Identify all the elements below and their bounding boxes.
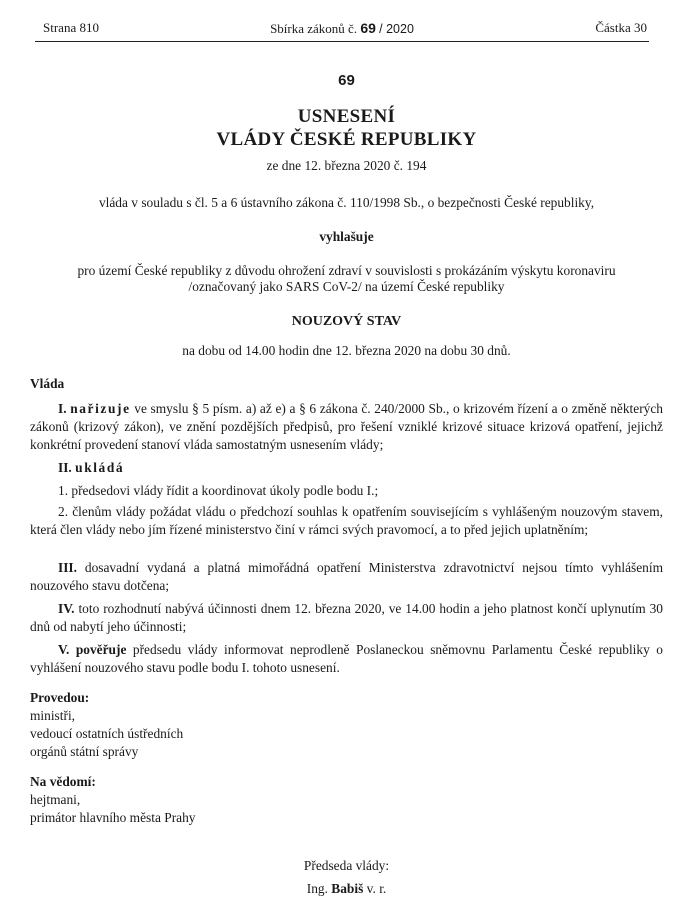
collection-reference — [35, 19, 649, 38]
executed-by-line: ministři, — [30, 708, 76, 723]
item-numeral: II. — [58, 460, 72, 475]
item-text: dosavadní vydaná a platná mimořádná opatření Ministerstva zdravotnictví nejsou tímto vyhlášením nouzového stavu dotčena; — [30, 560, 663, 593]
territory-line-1: pro území České republiky z důvodu ohrožení zdraví v souvislosti s prokázáním výskytu koronaviru — [77, 263, 616, 278]
signatory-surname: Babiš — [331, 881, 364, 896]
document-number: 69 — [338, 72, 355, 89]
territory-line-2: /označovaný jako SARS CoV-2/ na území České republiky — [188, 279, 505, 294]
part-number: Částka 30 — [595, 20, 647, 35]
resolution-item-5 — [30, 641, 663, 677]
document-title: USNESENÍ — [297, 106, 396, 127]
signature-name — [30, 880, 663, 898]
resolution-item-2-sub-1: 1. předsedovi vlády řídit a koordinovat úkoly podle bodu I.; — [58, 483, 379, 498]
item-text: toto rozhodnutí nabývá účinnosti dnem 12. března 2020, ve 14.00 hodin a jeho platnost končí uplynutím 30 dnů od nabytí jeho účinnosti; — [30, 601, 663, 634]
item-text: ve smyslu § 5 písm. a) až e) a § 6 zákona č. 240/2000 Sb., o krizovém řízení a o změně některých zákonů (krizový zákon), ve znění pozdějších předpisů, pro řešení vzniklé krizové situace krizová opatření, jejichž konkrétní provedení stanoví vláda samostatným usnesením vlády; — [30, 401, 663, 452]
item-verb: nařizuje — [70, 401, 131, 416]
item-numeral: IV. — [58, 601, 75, 616]
issue-year: / 2020 — [379, 22, 414, 36]
section-label: Vláda — [30, 376, 65, 391]
item-numeral: V. — [58, 642, 70, 657]
item-verb: pověřuje — [75, 642, 127, 657]
issue-number: 69 — [360, 20, 376, 36]
for-info-line: primátor hlavního města Prahy — [30, 810, 196, 825]
collection-label: Sbírka zákonů č. — [270, 21, 358, 36]
duration: na dobu od 14.00 hodin dne 12. března 2020 na dobu 30 dnů. — [182, 343, 511, 358]
for-info-label: Na vědomí: — [30, 774, 96, 789]
item-numeral: I. — [58, 401, 67, 416]
executed-by-label: Provedou: — [30, 690, 90, 705]
resolution-item-2-sub-2: 2. členům vlády požádat vládu o předchozí souhlas k opatřením souvisejícím s vyhlášeným nouzovým stavem, která člen vlády nebo jím řízené ministerstvo činí v rámci svých pravomocí, a to před jejich uplatněním; — [30, 504, 663, 537]
signature-suffix: v. r. — [366, 881, 387, 896]
signature-prefix: Ing. — [306, 881, 328, 896]
resolution-item-3 — [30, 559, 663, 595]
document-subtitle: VLÁDY ČESKÉ REPUBLIKY — [216, 129, 477, 150]
preamble: vláda v souladu s čl. 5 a 6 ústavního zákona č. 110/1998 Sb., o bezpečnosti České republiky, — [98, 195, 595, 210]
for-info-block — [30, 773, 196, 827]
item-numeral: III. — [58, 560, 77, 575]
resolution-item-1 — [30, 400, 663, 454]
document-date: ze dne 12. března 2020 č. 194 — [266, 158, 427, 173]
item-text: předsedu vlády informovat neprodleně Poslaneckou sněmovnu Parlamentu České republiky o vyhlášení nouzového stavu podle bodu I. tohoto usnesení. — [30, 642, 663, 675]
declares-heading: vyhlašuje — [319, 229, 374, 244]
page-number: Strana 810 — [43, 20, 99, 35]
page-header — [35, 17, 649, 42]
resolution-item-2-heading — [30, 459, 663, 477]
item-verb: ukládá — [75, 460, 125, 475]
state-title: NOUZOVÝ STAV — [291, 314, 402, 329]
resolution-item-4 — [30, 600, 663, 636]
executed-by-line: vedoucí ostatních ústředních — [30, 726, 184, 741]
for-info-line: hejtmani, — [30, 792, 81, 807]
signature-role: Předseda vlády: — [303, 858, 390, 873]
executed-by-block — [30, 689, 183, 761]
executed-by-line: orgánů státní správy — [30, 744, 139, 759]
